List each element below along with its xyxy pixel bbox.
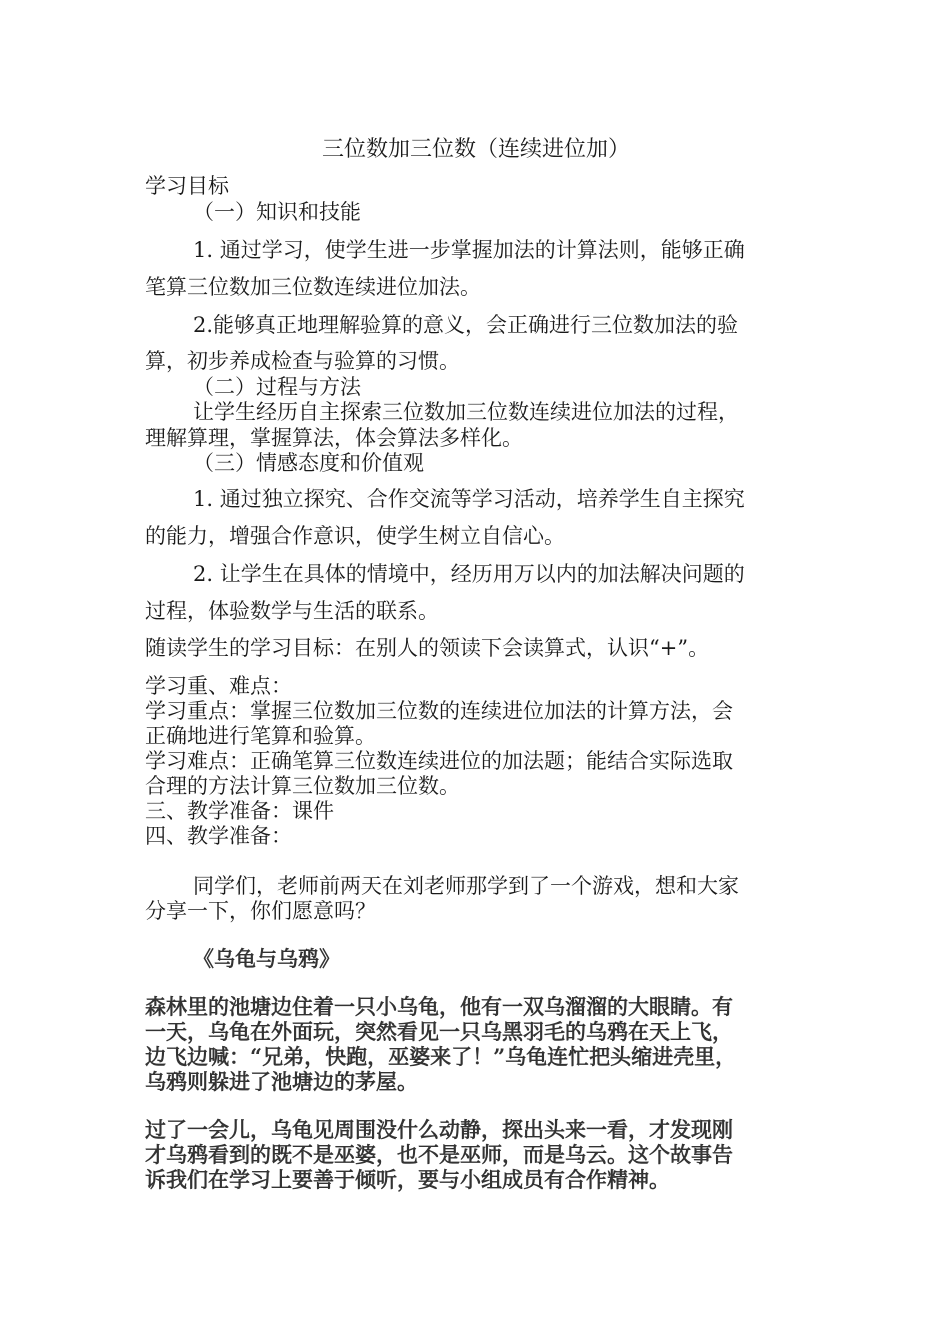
key-points-heading: 学习重、难点：	[145, 674, 292, 698]
paragraph-line: 理解算理，掌握算法，体会算法多样化。	[145, 426, 523, 450]
paragraph-line: 2.能够真正地理解验算的意义，会正确进行三位数加法的验	[193, 313, 739, 337]
paragraph-line: 1. 通过独立探究、合作交流等学习活动，培养学生自主探究	[193, 487, 745, 511]
paragraph-line: 过程，体验数学与生活的联系。	[145, 599, 439, 623]
story-line: 乌鸦则躲进了池塘边的茅屋。	[145, 1069, 418, 1094]
story-line: 边飞边喊：“兄弟，快跑，巫婆来了！”乌龟连忙把头缩进壳里，	[145, 1044, 737, 1069]
teaching-prep-4: 四、教学准备：	[145, 824, 292, 848]
subheading-attitude-values: （三）情感态度和价值观	[193, 451, 424, 475]
story-line: 一天，乌龟在外面玩，突然看见一只乌黑羽毛的乌鸦在天上飞，	[145, 1019, 733, 1044]
paragraph-line: 2. 让学生在具体的情境中，经历用万以内的加法解决问题的	[193, 562, 745, 586]
story-line: 诉我们在学习上要善于倾听，要与小组成员有合作精神。	[145, 1167, 670, 1192]
paragraph-line: 笔算三位数加三位数连续进位加法。	[145, 275, 481, 299]
subheading-knowledge-skills: （一）知识和技能	[193, 200, 361, 224]
paragraph-line: 合理的方法计算三位数加三位数。	[145, 774, 460, 798]
paragraph-line	[193, 237, 807, 263]
paragraph-line: 学习难点：正确笔算三位数连续进位的加法题；能结合实际选取	[145, 749, 733, 773]
story-line: 过了一会儿，乌龟见周围没什么动静，探出头来一看，才发现刚	[145, 1117, 733, 1142]
paragraph-line: 的能力，增强合作意识，使学生树立自信心。	[145, 524, 565, 548]
teaching-prep-3: 三、教学准备：课件	[145, 799, 334, 823]
story-line: 才乌鸦看到的既不是巫婆，也不是巫师，而是乌云。这个故事告	[145, 1142, 733, 1167]
paragraph-line: 随读学生的学习目标：在别人的领读下会读算式，认识“+”。	[145, 636, 710, 660]
story-title: 《乌龟与乌鸦》	[193, 946, 340, 971]
subheading-process-method: （二）过程与方法	[193, 375, 361, 399]
story-line: 森林里的池塘边住着一只小乌龟，他有一双乌溜溜的大眼睛。有	[145, 994, 733, 1019]
paragraph-line: 算，初步养成检查与验算的习惯。	[145, 349, 460, 373]
paragraph-line: 分享一下，你们愿意吗？	[145, 899, 376, 923]
paragraph-line: 同学们，老师前两天在刘老师那学到了一个游戏，想和大家	[193, 874, 739, 898]
paragraph-line: 学习重点：掌握三位数加三位数的连续进位加法的计算方法，会	[145, 699, 733, 723]
text-run: 1. 通过学习，使学生进一步掌握加法的计算法则，能够正确	[193, 238, 745, 262]
paragraph-line: 让学生经历自主探索三位数加三位数连续进位加法的过程，	[193, 400, 739, 424]
paragraph-line: 正确地进行笔算和验算。	[145, 724, 376, 748]
section-objectives-heading: 学习目标	[145, 174, 229, 198]
document-title: 三位数加三位数（连续进位加）	[321, 137, 630, 162]
